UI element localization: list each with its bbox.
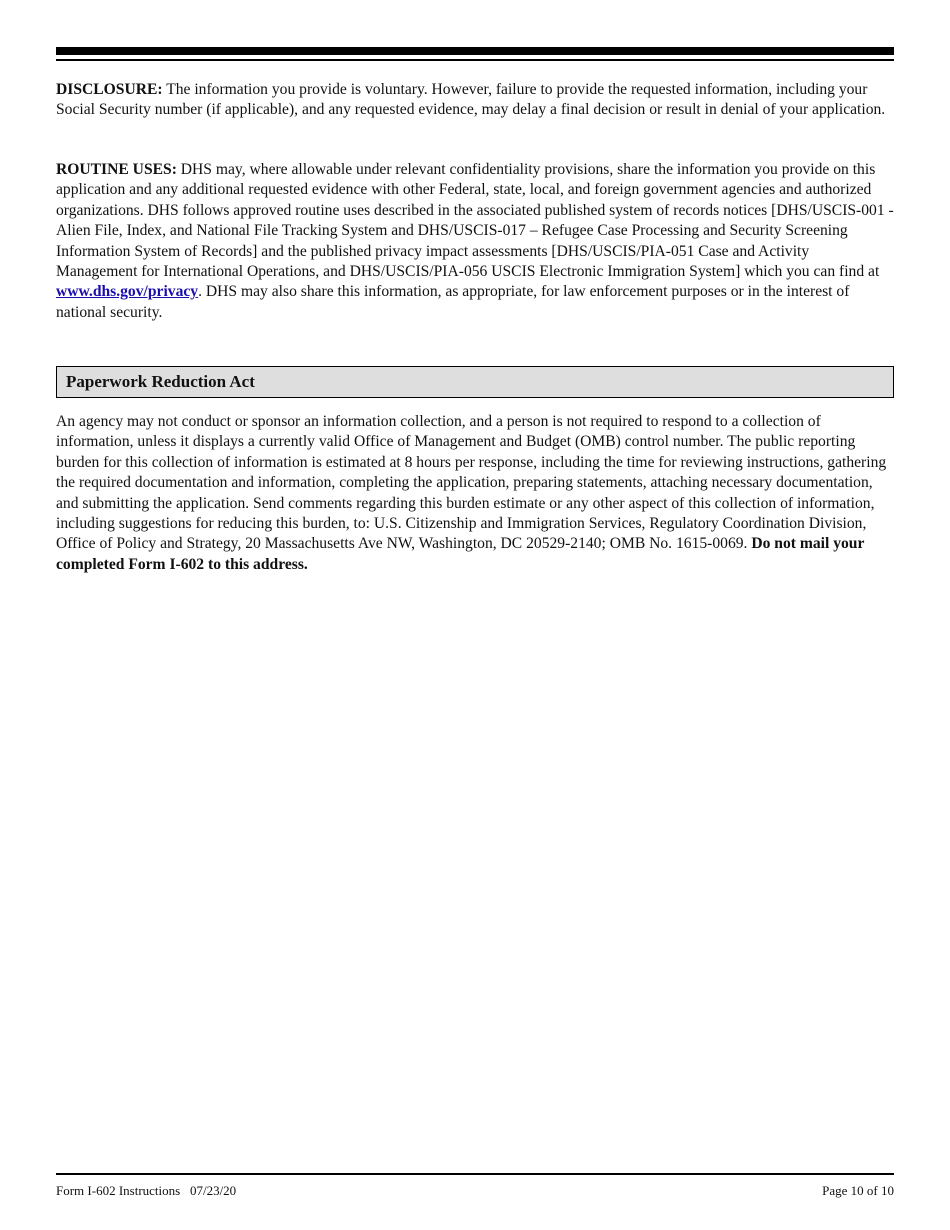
footer-form-name: Form I-602 Instructions 07/23/20 [56,1183,237,1198]
disclosure-paragraph [56,80,894,121]
document-page [56,0,894,1230]
paperwork-text: An agency may not conduct or sponsor an information collection, and a person is not required to respond to a collection of information, unless it displays a currently valid Office of Management and Budget (OMB) control number. The public reporting burden for this collection of information is estimated at 8 hours per response, including the time for reviewing instructions, gathering the required documentation and information, completing the application, preparing statements, attaching necessary documentation, and submitting the application. Send comments regarding this burden estimate or any other aspect of this collection of information, including suggestions for reducing this burden, to: U.S. Citizenship and Immigration Services, Regulatory Coordination Division, Office of Policy and Strategy, 20 Massachusetts Ave NW, Washington, DC 20529-2140; OMB No. 1615-0069. [56,413,887,553]
routine-uses-text: DHS may, where allowable under relevant confidentiality provisions, share the information you provide on this application and any additional requested evidence with other Federal, state, local, and foreign government agencies and authorized organizations. DHS follows approved routine uses described in the associated published system of records notices [DHS/USCIS-001 - Alien File, Index, and National File Tracking System and DHS/USCIS-017 – Refugee Case Processing and Security Screening Information System of Records] and the published privacy impact assessments [DHS/USCIS/PIA-051 Case and Activity Management for International Operations, and DHS/USCIS/PIA-056 USCIS Electronic Immigration System] which you can find at [56,161,894,281]
routine-uses-text-end: . DHS may also share this information, as appropriate, for law enforcement purposes or in the interest of national security. [56,283,850,321]
section-heading: Paperwork Reduction Act [66,372,255,391]
disclosure-text: The information you provide is voluntary. However, failure to provide the requested information, including your Social Security number (if applicable), and any requested evidence, may delay a final decision or result in denial of your application. [56,81,886,119]
routine-uses-label: ROUTINE USES: [56,161,177,178]
paperwork-paragraph [56,412,894,575]
top-rule-thick [56,47,894,55]
footer-page-number: Page 10 of 10 [822,1183,894,1198]
footer-rule [56,1173,894,1175]
top-rule-thin [56,59,894,61]
disclosure-label: DISCLOSURE: [56,81,163,98]
routine-uses-paragraph [56,160,894,323]
paperwork-bold-note: Do not mail your completed Form I-602 to this address. [56,535,865,573]
paperwork-reduction-act-header [56,366,894,398]
privacy-link[interactable]: www.dhs.gov/privacy [56,283,199,301]
